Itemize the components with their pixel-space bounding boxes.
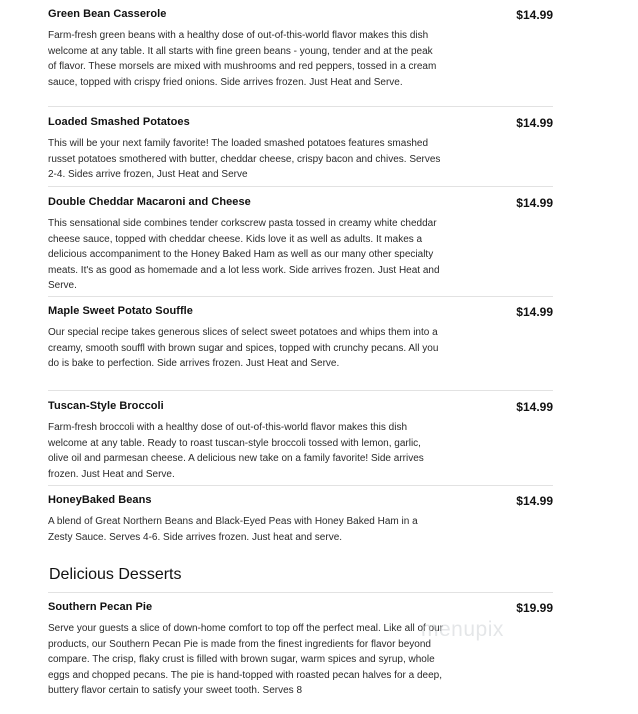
item-divider bbox=[48, 296, 553, 297]
section-divider bbox=[48, 592, 553, 593]
menu-item-price: $14.99 bbox=[516, 400, 553, 414]
menu-item-header bbox=[48, 601, 553, 617]
menu-item-price: $19.99 bbox=[516, 601, 553, 615]
menu-item-description: This will be your next family favorite! The loaded smashed potatoes features smashed russet potatoes smothered with butter, cheddar cheese, crispy bacon and chives. Serves 2-4. Sides arrive frozen, Just Heat and Serve bbox=[48, 138, 441, 181]
menu-item-header bbox=[48, 116, 553, 132]
menu-item-price: $14.99 bbox=[516, 305, 553, 319]
menu-item-name: Loaded Smashed Potatoes bbox=[48, 116, 190, 128]
menu-item-header bbox=[48, 8, 553, 24]
menu-item-maple-sweet-potato-souffle bbox=[48, 305, 553, 370]
menu-item-description: This sensational side combines tender corkscrew pasta tossed in creamy white cheddar cheese sauce, topped with cheddar cheese. Kids love it as well as adults. It makes a delicious accompaniment to the Honey Baked Ham as well as our many other specialty meats. It's as good as homemade and a lot less work. Side arrives frozen. Just Heat and Serve. bbox=[48, 218, 440, 292]
menu-item-price: $14.99 bbox=[516, 494, 553, 508]
menu-item-honeybaked-beans bbox=[48, 494, 553, 543]
menu-item-header bbox=[48, 400, 553, 416]
menu-item-name: Green Bean Casserole bbox=[48, 8, 167, 20]
menu-item-name: Double Cheddar Macaroni and Cheese bbox=[48, 196, 251, 208]
menu-item-price: $14.99 bbox=[516, 116, 553, 130]
menu-item-tuscan-style-broccoli bbox=[48, 400, 553, 480]
menu-item-description: Farm-fresh broccoli with a healthy dose of out-of-this-world flavor makes this dish welcome at any table. Ready to roast tuscan-style broccoli tossed with lemon, garlic, olive oil and parmesan cheese. A delicious new take on a family favorite! Side arrives frozen. Just Heat and Serve. bbox=[48, 422, 424, 480]
menu-item-loaded-smashed-potatoes bbox=[48, 116, 553, 181]
menu-item-description: Serve your guests a slice of down-home comfort to top off the perfect meal. Like all of our products, our Southern Pecan Pie is made from the finest ingredients for flavor beyond compare. The crisp, flaky crust is filled with brown sugar, warm spices and syrup, whole eggs and chopped pecans. The pie is hand-topped with roasted pecan halves for a deep, buttery flavor certain to satisfy your sweet tooth. Serves 8 bbox=[48, 623, 444, 697]
menu-item-name: HoneyBaked Beans bbox=[48, 494, 152, 506]
item-divider bbox=[48, 106, 553, 107]
menu-item-double-cheddar-macaroni bbox=[48, 196, 553, 292]
menu-item-header bbox=[48, 305, 553, 321]
item-divider bbox=[48, 485, 553, 486]
menu-item-description: Our special recipe takes generous slices of select sweet potatoes and whips them into a creamy, smooth souffl with brown sugar and spices, topped with crunchy pecans. All you do is bake to perfection. Side arrives frozen. Just Heat and Serve. bbox=[48, 327, 439, 370]
item-divider bbox=[48, 390, 553, 391]
watermark-logo: menupix bbox=[421, 618, 504, 641]
menu-item-description: A blend of Great Northern Beans and Black-Eyed Peas with Honey Baked Ham in a Zesty Sauce. Serves 4-6. Side arrives frozen. Just heat and serve. bbox=[48, 516, 418, 543]
menu-item-header bbox=[48, 494, 553, 510]
menu-item-green-bean-casserole bbox=[48, 8, 553, 88]
section-title-desserts: Delicious Desserts bbox=[49, 566, 182, 583]
menu-item-description: Farm-fresh green beans with a healthy dose of out-of-this-world flavor makes this dish welcome at any table. It all starts with fine green beans - young, tender and at the peak of flavor. These morsels are mixed with mushrooms and red peppers, tossed in a cream sauce, topped with crispy fried onions. Side arrives frozen. Just Heat and Serve. bbox=[48, 30, 437, 88]
menu-item-name: Tuscan-Style Broccoli bbox=[48, 400, 164, 412]
menu-item-price: $14.99 bbox=[516, 8, 553, 22]
menu-item-name: Maple Sweet Potato Souffle bbox=[48, 305, 193, 317]
item-divider bbox=[48, 186, 553, 187]
menu-item-header bbox=[48, 196, 553, 212]
menu-item-name: Southern Pecan Pie bbox=[48, 601, 153, 613]
menu-item-price: $14.99 bbox=[516, 196, 553, 210]
